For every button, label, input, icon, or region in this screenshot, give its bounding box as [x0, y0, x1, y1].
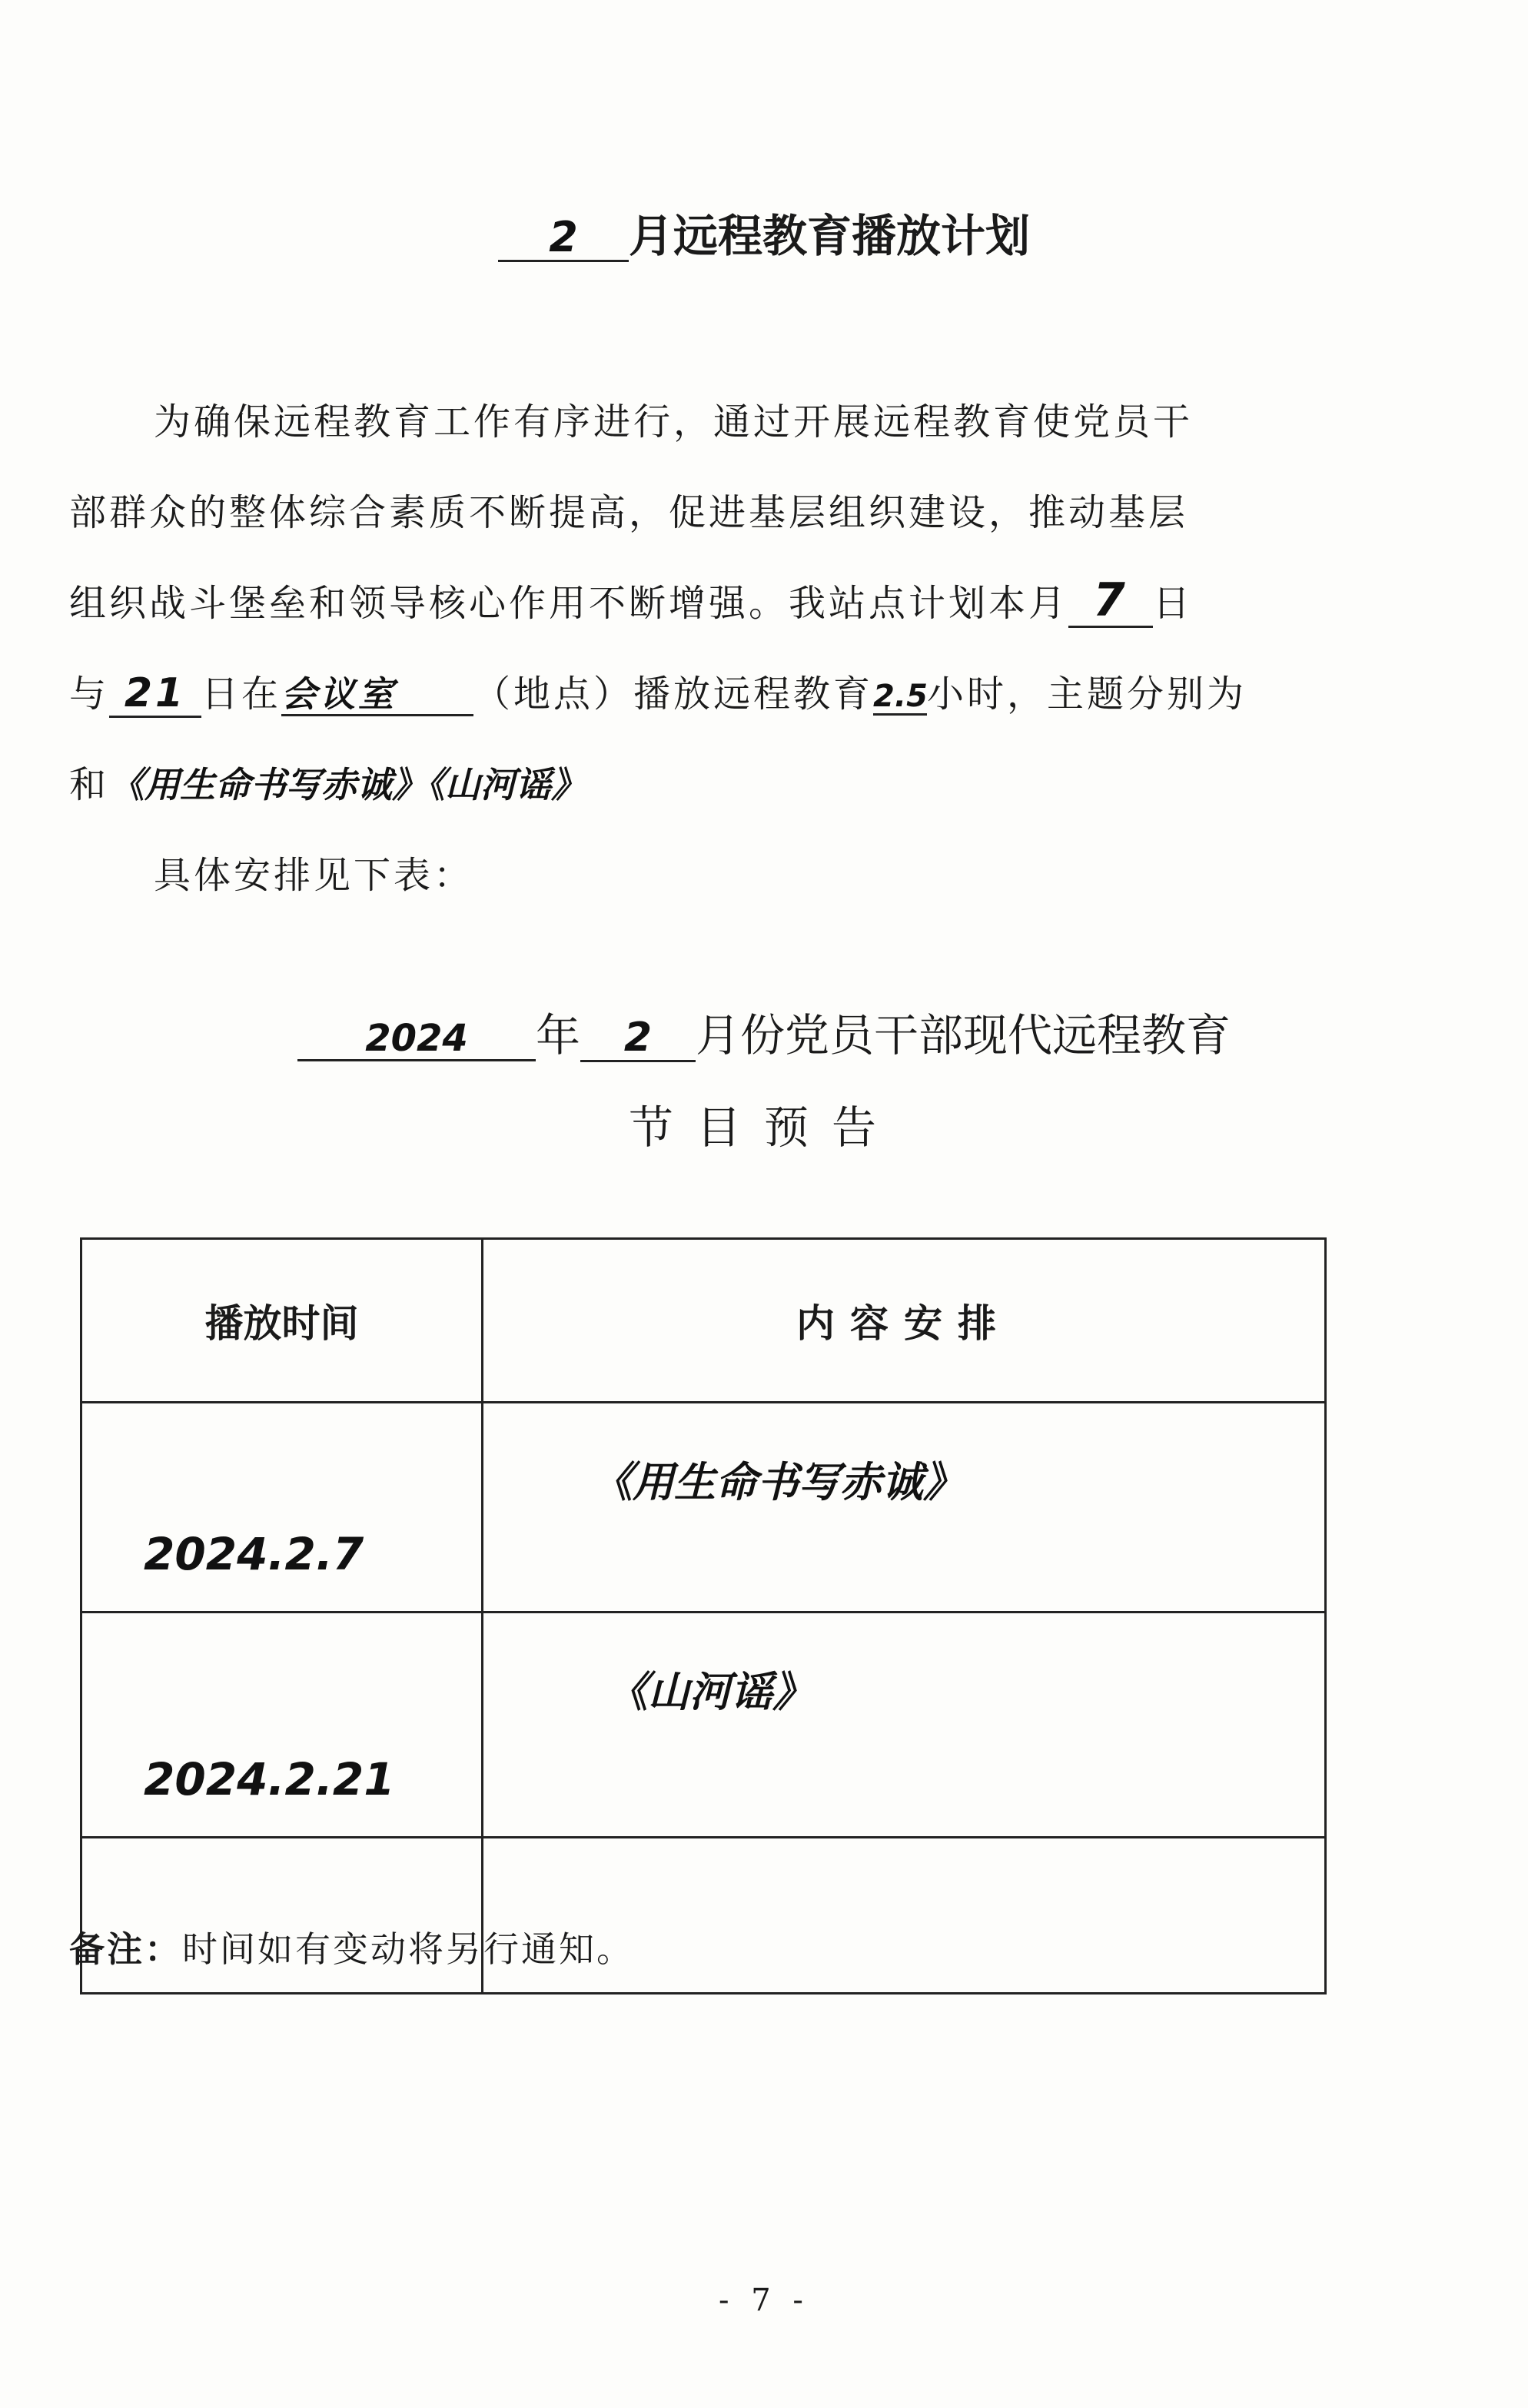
hours-fill: 2.5	[873, 679, 928, 714]
note-text: 时间如有变动将另行通知。	[182, 1928, 634, 1970]
line4-start: 与	[69, 673, 110, 716]
paragraph-line-2: 部群众的整体综合素质不断提高，促进基层组织建设，推动基层	[69, 491, 1189, 534]
header-content: 内容安排	[483, 1239, 1326, 1403]
row-time: 2024.2.7	[81, 1403, 483, 1613]
row-content: 《山河谣》	[483, 1613, 1326, 1838]
page-number: - 7 -	[719, 2283, 809, 2318]
plan-title	[0, 999, 1528, 1064]
title-suffix: 月远程教育播放计划	[628, 210, 1030, 262]
plan-year-fill: 2024	[297, 1018, 536, 1061]
note-label: 备注：	[69, 1928, 182, 1970]
schedule-table	[80, 1237, 1327, 1994]
document-title	[0, 200, 1528, 264]
topics-fill: 《用生命书写赤诚》《山河谣》	[109, 764, 587, 805]
paragraph-line-5	[69, 739, 1453, 830]
plan-subtitle: 节目预告	[628, 1101, 899, 1154]
line4-end: 小时，主题分别为	[927, 673, 1247, 716]
day1-fill: 7	[1068, 575, 1153, 628]
intro-paragraph	[69, 377, 1453, 921]
table-row	[81, 1403, 1326, 1613]
line3-text: 组织战斗堡垒和领导核心作用不断增强。我站点计划本月	[69, 582, 1069, 625]
title-month-fill: 2	[498, 214, 629, 262]
line3-end: 日	[1153, 582, 1194, 625]
paragraph-line-1: 为确保远程教育工作有序进行，通过开展远程教育使党员干	[154, 400, 1194, 443]
line4-mid1: 日在	[201, 673, 282, 716]
plan-month-fill: 2	[580, 1016, 696, 1062]
row-content: 《用生命书写赤诚》	[483, 1403, 1326, 1613]
paragraph-line-3	[69, 558, 1453, 649]
paragraph-line-4	[69, 649, 1453, 739]
row-time: 2024.2.21	[81, 1613, 483, 1838]
plan-title-rest: 月份党员干部现代远程教育	[696, 1009, 1231, 1061]
line4-mid2: （地点）播放远程教育	[473, 673, 874, 716]
footnote	[69, 1921, 634, 1972]
line5-start: 和	[69, 763, 110, 806]
day2-fill: 21	[109, 672, 201, 718]
paragraph-line-6: 具体安排见下表：	[154, 854, 474, 897]
plan-year-label: 年	[535, 1009, 580, 1061]
table-row	[81, 1613, 1326, 1838]
header-play-time: 播放时间	[81, 1239, 483, 1403]
place-fill: 会议室	[281, 675, 473, 716]
